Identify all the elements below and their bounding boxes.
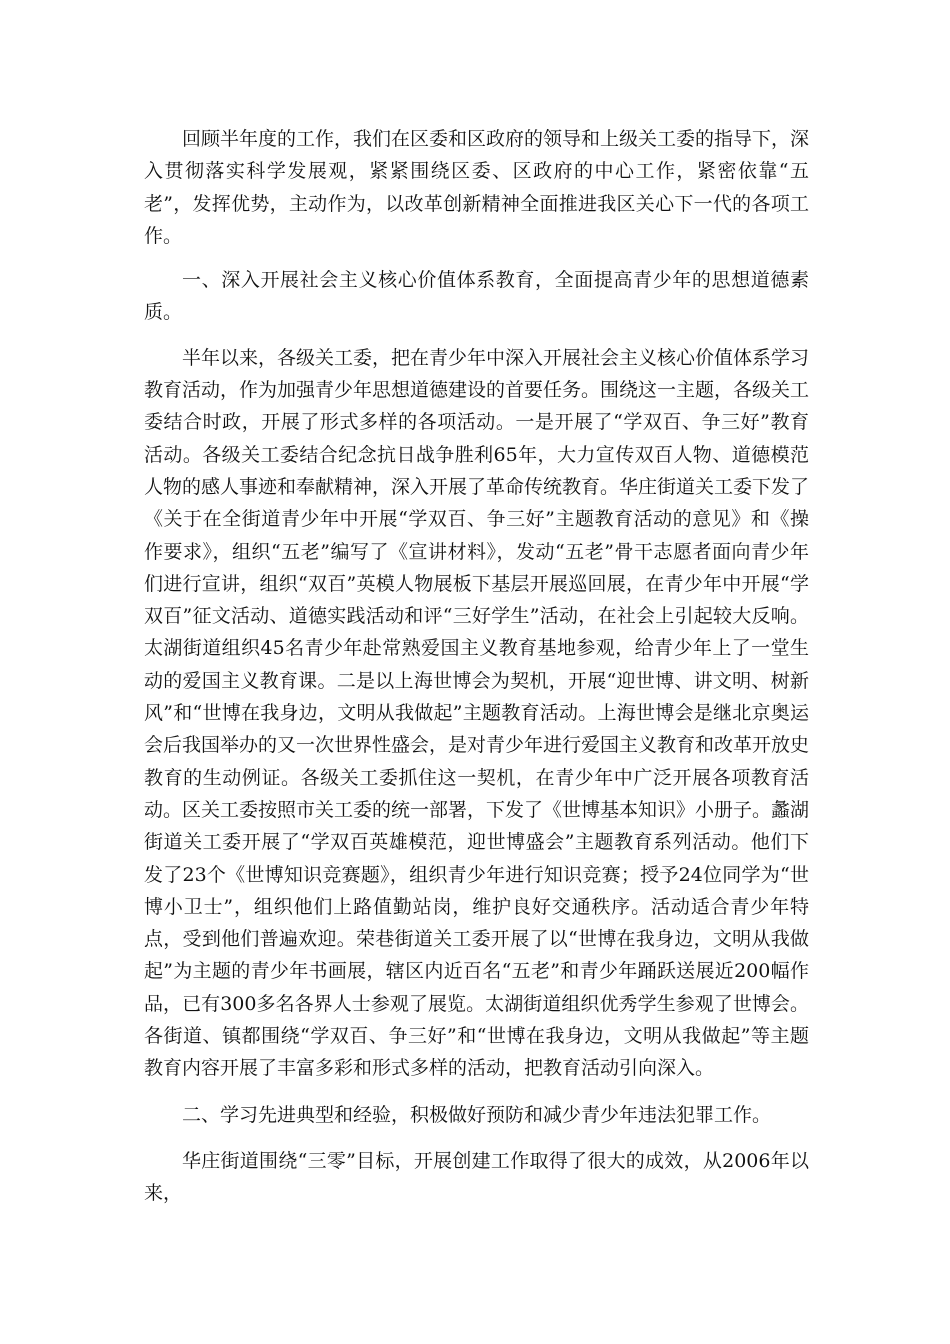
body-paragraph-2: 华庄街道围绕“三零”目标，开展创建工作取得了很大的成效，从2006年以来， xyxy=(144,1149,809,1205)
document-page xyxy=(144,123,809,1210)
intro-paragraph: 回顾半年度的工作，我们在区委和区政府的领导和上级关工委的指导下，深入贯彻落实科学发展观，紧紧围绕区委、区政府的中心工作，紧密依靠“五老”，发挥优势，主动作为，以改革创新精神全面推进我区关心下一代的各项工作。 xyxy=(144,128,810,247)
body-paragraph-1: 半年以来，各级关工委，把在青少年中深入开展社会主义核心价值体系学习教育活动，作为加强青少年思想道德建设的首要任务。围绕这一主题，各级关工委结合时政，开展了形式多样的各项活动。一是开展了“学双百、争三好”教育活动。各级关工委结合纪念抗日战争胜利65年，大力宣传双百人物、道德模范人物的感人事迹和奉献精神，深入开展了革命传统教育。华庄街道关工委下发了《关于在全街道青少年中开展“学双百、争三好”主题教育活动的意见》和《操作要求》，组织“五老”编写了《宣讲材料》，发动“五老”骨干志愿者面向青少年们进行宣讲，组织“双百”英模人物展板下基层开展巡回展，在青少年中开展“学双百”征文活动、道德实践活动和评“三好学生”活动，在社会上引起较大反响。太湖街道组织45名青少年赴常熟爱国主义教育基地参观，给青少年上了一堂生动的爱国主义教育课。二是以上海世博会为契机，开展“迎世博、讲文明、树新风”和“世博在我身边，文明从我做起”主题教育活动。上海世博会是继北京奥运会后我国举办的又一次世界性盛会，是对青少年进行爱国主义教育和改革开放史教育的生动例证。各级关工委抓住这一契机，在青少年中广泛开展各项教育活动。区关工委按照市关工委的统一部署，下发了《世博基本知识》小册子。蠡湖街道关工委开展了“学双百英雄模范，迎世博盛会”主题教育系列活动。他们下发了23个《世博知识竞赛题》，组织青少年进行知识竞赛；授予24位同学为“世博小卫士”，组织他们上路值勤站岗，维护良好交通秩序。活动适合青少年特点，受到他们普遍欢迎。荣巷街道关工委开展了以“世博在我身边，文明从我做起”为主题的青少年书画展，辖区内近百名“五老”和青少年踊跃送展近200幅作品，已有300多名各界人士参观了展览。太湖街道组织优秀学生参观了世博会。各街道、镇都围绕“学双百、争三好”和“世博在我身边，文明从我做起”等主题教育内容开展了丰富多彩和形式多样的活动，把教育活动引向深入。 xyxy=(144,346,810,1080)
section-heading-1: 一、深入开展社会主义核心价值体系教育，全面提高青少年的思想道德素质。 xyxy=(144,269,809,324)
section-heading-2: 二、学习先进典型和经验，积极做好预防和减少青少年违法犯罪工作。 xyxy=(182,1103,772,1126)
